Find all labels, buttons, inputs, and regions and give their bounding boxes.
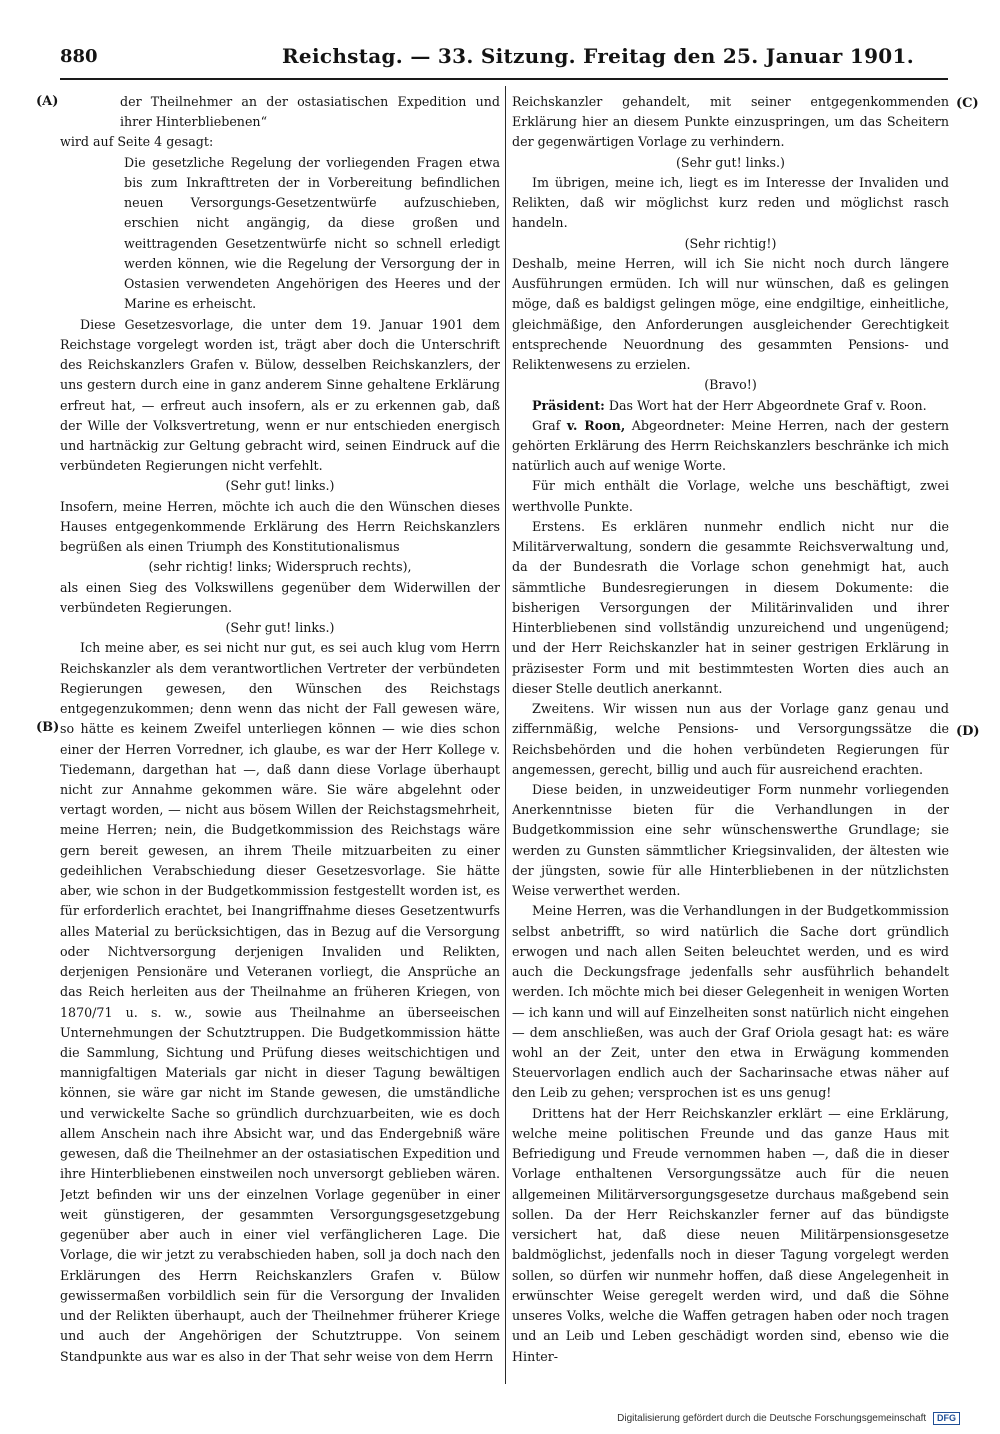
paragraph: Insofern, meine Herren, möchte ich auch die den Wünschen dieses Hauses entgegenkommende Erklärung des Herrn Reichskanzlers begrüßen als einen Triumph des Konstitutionalismus	[60, 498, 500, 555]
speaker-name: Präsident:	[532, 397, 605, 413]
left-column	[60, 92, 500, 1386]
page-header	[0, 0, 1000, 92]
paragraph: Drittens hat der Herr Reichskanzler erklärt — eine Erklärung, welche meine politischen Freunde und das ganze Haus mit Befriedigung und Freude vernommen haben —, daß die in dieser Vorlage enthaltenen Versorgungssätze auch für die neuen allgemeinen Militärversorgungsgesetze durchaus maßgebend sein sollen. Da der Herr Reichskanzler ferner auf das bündigste versichert hat, daß diese neuen Militärpensionsgesetze baldmöglichst, jedenfalls noch in dieser Tagung vorgelegt werden sollen, so dürfen wir nunmehr hoffen, daß diese Angelegenheit in erwünschter Weise geregelt werden wird, und daß die Söhne unseres Volks, welche die Waffen getragen haben oder noch tragen und an Leib und Leben geschädigt worden sind, ebenso wie die Hinter-	[512, 1105, 949, 1364]
paragraph: Diese Gesetzesvorlage, die unter dem 19. Januar 1901 dem Reichstage vorgelegt worden ist, trägt aber doch die Unterschrift des Reichskanzlers Grafen v. Bülow, desselben Reichskanzlers, der uns gestern durch eine in ganz anderem Sinne gehaltene Erklärung erfreut hat, — erfreut auch insofern, als er zu erkennen gab, daß der Wille der Volksvertretung, wenn er nur entschieden energisch und hartnäckig zur Geltung gebracht wird, seinen Eindruck auf die verbündeten Regierungen nicht verfehlt.	[60, 316, 500, 474]
speaker-name: v. Roon,	[566, 417, 626, 433]
speech-text: Das Wort hat der Herr Abgeordnete Graf v. Roon.	[604, 397, 927, 413]
paragraph: Reichskanzler gehandelt, mit seiner entgegenkommenden Erklärung hier an diesem Punkte einzuspringen, um das Scheitern der gegenwärtigen Vorlage zu verhindern.	[512, 94, 949, 150]
speaker-paragraph	[512, 416, 949, 477]
interjection: (sehr richtig! links; Widerspruch rechts),	[148, 559, 412, 575]
interjection: (Sehr gut! links.)	[675, 154, 785, 170]
block-quote: Die gesetzliche Regelung der vorliegenden Fragen etwa bis zum Inkrafttreten der in Vorbereitung befindlichen neuen Versorgungs-Gesetzentwürfe aufzuschieben, erschien nicht angängig, da diese großen und weittragenden Gesetzentwürfe nicht so schnell erledigt werden können, wie die Regelung der Versorgung der in Ostasien verwendeten Angehörigen des Heeres und der Marine es erheischt.	[124, 154, 500, 312]
speaker-paragraph	[512, 396, 949, 416]
paragraph: Meine Herren, was die Verhandlungen in der Budgetkommission selbst anbetrifft, so wird natürlich die Sache dort gründlich erwogen und nach allen Seiten beleuchtet werden, und es wird auch die Deckungsfrage jedenfalls sehr ausführlich behandelt werden. Ich möchte mich bei dieser Gelegenheit in wenigen Worten — ich kann und will auf Einzelheiten sonst natürlich nicht eingehen — dem anschließen, was auch der Graf Oriola gesagt hat: es wäre wohl an der Zeit, unter den etwa in Erwägung kommenden Steuervorlagen endlich auch der Sacharinsache etwas näher auf den Leib zu gehen; versprochen ist es uns genug!	[512, 903, 949, 1101]
page-number: 880	[60, 46, 98, 67]
running-head: Reichstag. — 33. Sitzung. Freitag den 25. Januar 1901.	[282, 44, 914, 68]
margin-mark-c: (C)	[956, 96, 979, 111]
paragraph: Ich meine aber, es sei nicht nur gut, es sei auch klug vom Herrn Reichskanzler als dem verantwortlichen Vertreter der verbündeten Regierungen gewesen, den Wünschen des Reichstags entgegenzukommen; denn wenn das nicht der Fall gewesen wäre, so hätte es keinem Zweifel unterliegen können — wie dies schon einer der Herren Vorredner, ich glaube, es war der Herr Kollege v. Tiedemann, dargethan hat —, daß dann diese Vorlage überhaupt nicht zur Annahme gekommen wäre. Sie wäre abgelehnt oder vertagt worden, — nicht aus bösem Willen der Reichstagsmehrheit, meine Herren; nein, die Budgetkommission des Reichstags wäre gern bereit gewesen, an ihrem Theile mitzuarbeiten zu einer gedeihlichen Verabschiedung dieser Gesetzesvorlage. Sie hätte aber, wie schon in der Budgetkommission festgestellt worden ist, es für erforderlich erachtet, bei Inangriffnahme dieses Gesetzentwurfs alles Material zu berücksichtigen, das in Bezug auf die Versorgung oder Nichtversorgung derjenigen Invaliden und Relikten, derjenigen Pensionäre und Veteranen vorliegt, die Ansprüche an das Reich herleiten aus der Theilnahme an früheren Kriegen, von 1870/71 u. s. w., sowie aus Theilnahme an überseeischen Unternehmungen der Schutztruppen. Die Budgetkommission hätte die Sammlung, Sichtung und Prüfung dieses weitschichtigen und mannigfaltigen Materials gar nicht in dieser Tagung bewältigen können, sie wäre gar nicht im Stande gewesen, die umständliche und verwickelte Sache so gründlich durchzuarbeiten, wie es doch allem Anschein nach ihre Absicht war, und das Endergebniß wäre gewesen, daß die Theilnehmer an der ostasiatischen Expedition und ihre Hinterbliebenen einstweilen noch unversorgt geblieben wären. Jetzt befinden wir uns der einzelnen Vorlage gegenüber in einer weit günstigeren, der gesammten Versorgungsgesetzgebung gegenüber aber auch in einer viel verfänglicheren Lage. Die Vorlage, die wir jetzt zu verabschieden haben, soll ja doch nach den Erklärungen des Herrn Reichskanzlers Grafen v. Bülow gewissermaßen vorbildlich sein für die Versorgung der Invaliden und der Relikten überhaupt, auch der Theilnehmer früherer Kriege und auch der Angehörigen der Schutztruppe. Von seinem Standpunkte aus war es also in der That sehr weise von dem Herrn	[60, 640, 500, 1364]
right-column	[512, 92, 949, 1386]
margin-mark-d: (D)	[956, 724, 980, 739]
dfg-logo: DFG	[933, 1412, 960, 1425]
header-rule	[60, 78, 948, 80]
speech-text: Abgeordneter: Meine Herren, nach der gestern gehörten Erklärung des Herrn Reichskanzlers beschränke ich mich natürlich auch auf wenige Worte.	[512, 417, 949, 474]
digitization-credit	[617, 1412, 960, 1425]
paragraph: Zweitens. Wir wissen nun aus der Vorlage ganz genau und ziffernmäßig, welche Pensions- und Versorgungssätze die Reichsbehörden und die hohen verbündeten Regierungen für angemessen, gerecht, billig und auch für ausreichend erachten.	[512, 701, 949, 777]
margin-mark-a: (A)	[36, 94, 59, 109]
credit-text: Digitalisierung gefördert durch die Deutsche Forschungsgemeinschaft	[617, 1413, 927, 1424]
paragraph: Für mich enthält die Vorlage, welche uns beschäftigt, zwei werthvolle Punkte.	[512, 478, 949, 514]
interjection: (Sehr gut! links.)	[225, 620, 335, 636]
speaker-title: Graf	[532, 417, 567, 433]
paragraph: wird auf Seite 4 gesagt:	[60, 134, 214, 150]
interjection: (Sehr richtig!)	[684, 235, 777, 251]
quote-title-line: der Theilnehmer an der ostasiatischen Expedition und ihrer Hinterbliebenen“	[120, 94, 500, 130]
paragraph: als einen Sieg des Volkswillens gegenüber dem Widerwillen der verbündeten Regierungen.	[60, 579, 500, 615]
column-divider	[505, 86, 506, 1384]
paragraph: Diese beiden, in unzweideutiger Form nunmehr vorliegenden Anerkenntnisse bieten für die Verhandlungen in der Budgetkommission eine sehr wünschenswerthe Grundlage; sie werden zu Gunsten sämmtlicher Kriegsinvaliden, der ältesten wie der jüngsten, sowie für alle Hinterbliebenen in der nützlichsten Weise verwerthet werden.	[512, 781, 949, 899]
paragraph: Deshalb, meine Herren, will ich Sie nicht noch durch längere Ausführungen ermüden. Ich will nur wünschen, daß es gelingen möge, daß es baldigst gelingen möge, eine endgiltige, einheitliche, gleichmäßige, den Anforderungen ausgleichender Gerechtigkeit entsprechende Neuordnung des gesammten Pensions- und Reliktenwesens zu erzielen.	[512, 255, 949, 373]
margin-mark-b: (B)	[36, 720, 60, 735]
interjection: (Bravo!)	[704, 377, 757, 393]
paragraph: Erstens. Es erklären nunmehr endlich nicht nur die Militärverwaltung, sondern die gesammte Reichsverwaltung und, da der Bundesrath die Vorlage schon genehmigt hat, auch sämmtliche Bundesregierungen in diesem Dokumente: die bisherigen Versorgungen der Militärinvaliden und ihrer Hinterbliebenen sind vollständig unzureichend und ungenügend; und der Herr Reichskanzler hat in seiner gestrigen Erklärung in präzisester Form und mit bestimmtesten Worten dies auch an dieser Stelle deutlich anerkannt.	[512, 518, 949, 696]
interjection: (Sehr gut! links.)	[225, 478, 335, 494]
paragraph: Im übrigen, meine ich, liegt es im Interesse der Invaliden und Relikten, daß wir möglichst kurz reden und möglichst rasch handeln.	[512, 174, 949, 231]
